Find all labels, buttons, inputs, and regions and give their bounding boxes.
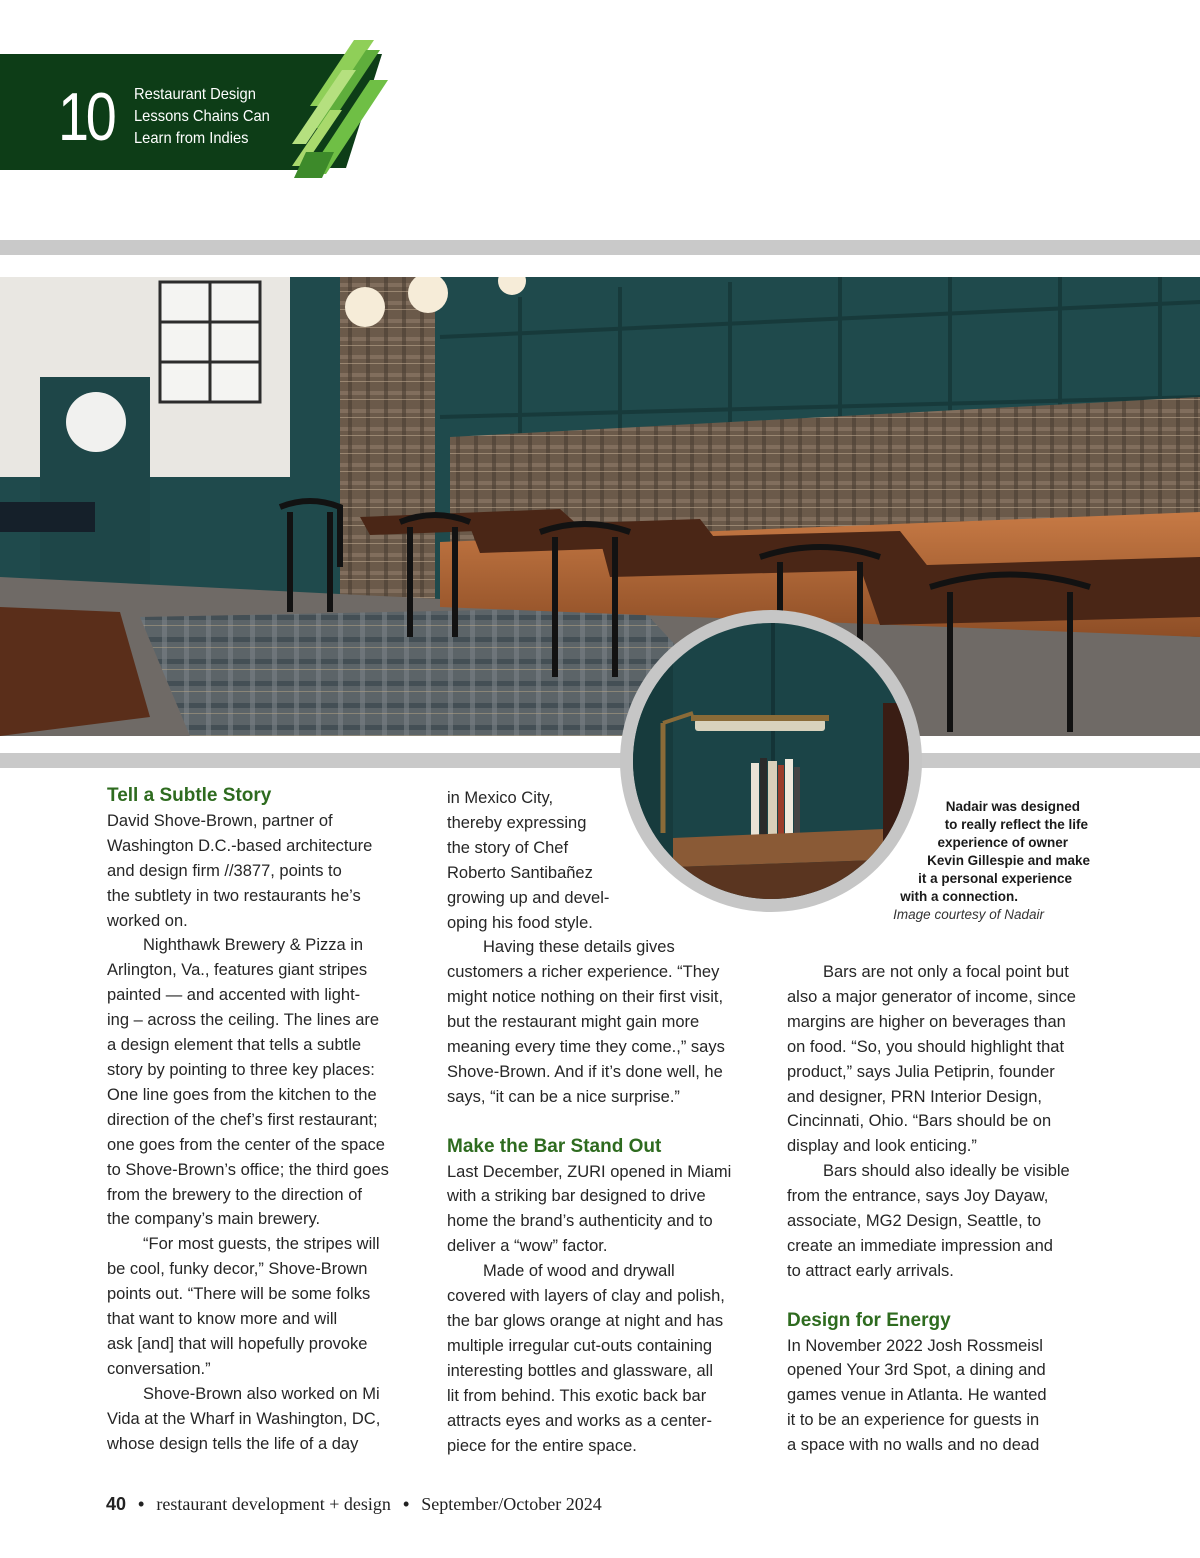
banner-title-line: Lessons Chains Can xyxy=(134,108,270,125)
body-text-line: Having these details gives xyxy=(483,938,675,957)
caption-line: with a connection. xyxy=(900,889,1018,904)
photo-caption xyxy=(860,798,1100,924)
caption-line: it a personal experience xyxy=(918,871,1072,886)
section-heading: Tell a Subtle Story xyxy=(107,785,272,806)
issue-date: September/October 2024 xyxy=(421,1494,602,1514)
body-text-line: ask [and] that will hopefully provoke xyxy=(107,1334,368,1353)
body-text-line: be cool, funky decor,” Shove-Brown xyxy=(107,1260,368,1279)
body-text-line: one goes from the center of the space xyxy=(107,1135,385,1154)
body-text-line: customers a richer experience. “They xyxy=(447,963,720,982)
body-text-line: growing up and devel- xyxy=(447,888,610,907)
body-text-line: ing – across the ceiling. The lines are xyxy=(107,1011,380,1030)
body-text-line: multiple irregular cut-outs containing xyxy=(447,1336,713,1355)
body-text-line: Washington D.C.-based architecture xyxy=(107,836,373,855)
body-text-line: interesting bottles and glassware, all xyxy=(447,1361,713,1380)
body-text-line: it to be an experience for guests in xyxy=(787,1411,1040,1430)
banner-title xyxy=(134,84,290,150)
body-text-line: the subtlety in two restaurants he’s xyxy=(107,886,361,905)
top-divider-rule xyxy=(0,240,1200,255)
body-text-line: a space with no walls and no dead xyxy=(787,1436,1040,1455)
article-column-2 xyxy=(447,786,757,1458)
footer-separator: • xyxy=(402,1494,410,1514)
body-text-line: Nighthawk Brewery & Pizza in xyxy=(143,936,364,955)
page-number: 40 xyxy=(106,1494,127,1514)
body-text-line: oping his food style. xyxy=(447,913,593,932)
body-text-line: but the restaurant might gain more xyxy=(447,1013,700,1032)
banner-title-line: Restaurant Design xyxy=(134,86,256,103)
article-column-1 xyxy=(107,784,417,1456)
body-text-line: painted — and accented with light- xyxy=(107,986,361,1005)
body-text-line: Shove-Brown. And if it’s done well, he xyxy=(447,1062,723,1081)
body-text-line: story by pointing to three key places: xyxy=(107,1060,375,1079)
body-text-line: Made of wood and drywall xyxy=(483,1262,675,1281)
body-text-line: to Shove-Brown’s office; the third goes xyxy=(107,1160,389,1179)
body-text-line: says, “it can be a nice surprise.” xyxy=(447,1087,680,1106)
body-text-line: points out. “There will be some folks xyxy=(107,1285,371,1304)
body-text-line: direction of the chef’s first restaurant; xyxy=(107,1110,378,1129)
page-footer xyxy=(106,1491,602,1517)
section-heading: Design for Energy xyxy=(787,1309,951,1331)
body-text-line: meaning every time they come.,” says xyxy=(447,1038,725,1057)
caption-line: Nadair was designed xyxy=(945,799,1080,814)
body-text-line: Last December, ZURI opened in Miami xyxy=(447,1162,732,1181)
body-text-line: with a striking bar designed to drive xyxy=(447,1187,706,1206)
bottom-divider-rule xyxy=(0,753,1200,768)
section-heading: Make the Bar Stand Out xyxy=(447,1135,662,1157)
body-text-line: whose design tells the life of a day xyxy=(107,1434,359,1453)
body-text-line: on food. “So, you should highlight that xyxy=(787,1037,1065,1056)
body-text-line: Bars are not only a focal point but xyxy=(823,963,1069,981)
footer-separator: • xyxy=(138,1494,145,1514)
body-text-line: a design element that tells a subtle xyxy=(107,1036,362,1055)
body-text-line: worked on. xyxy=(107,911,188,930)
body-text-line: covered with layers of clay and polish, xyxy=(447,1287,725,1306)
body-text-line: also a major generator of income, since xyxy=(787,987,1076,1006)
caption-line: to really reflect the life xyxy=(944,817,1088,832)
body-text-line: from the brewery to the direction of xyxy=(107,1185,362,1204)
caption-line: experience of owner xyxy=(937,835,1068,850)
body-text-line: Vida at the Wharf in Washington, DC, xyxy=(107,1409,381,1428)
publication-name: restaurant development + design xyxy=(156,1494,391,1514)
body-text-line: Cincinnati, Ohio. “Bars should be on xyxy=(787,1112,1052,1131)
body-text-line: associate, MG2 Design, Seattle, to xyxy=(787,1212,1042,1231)
body-text-line: opened Your 3rd Spot, a dining and xyxy=(787,1361,1046,1380)
body-text-line: product,” says Julia Petiprin, founder xyxy=(787,1062,1055,1081)
article-column-3 xyxy=(787,960,1097,1458)
body-text-line: Shove-Brown also worked on Mi xyxy=(143,1384,380,1403)
body-text-line: in Mexico City, xyxy=(447,789,554,807)
body-text-line: deliver a “wow” factor. xyxy=(447,1237,608,1256)
body-text-line: lit from behind. This exotic back bar xyxy=(447,1386,707,1405)
body-text-line: that want to know more and will xyxy=(107,1310,338,1329)
body-text-line: home the brand’s authenticity and to xyxy=(447,1212,713,1231)
body-text-line: the bar glows orange at night and has xyxy=(447,1312,724,1331)
photo-credit: Image courtesy of Nadair xyxy=(893,907,1044,922)
body-text-line: games venue in Atlanta. He wanted xyxy=(787,1386,1047,1405)
body-text-line: Roberto Santibañez xyxy=(447,863,593,882)
body-text-line: from the entrance, says Joy Dayaw, xyxy=(787,1187,1049,1206)
body-text-line: the story of Chef xyxy=(447,838,569,857)
body-text-line: conversation.” xyxy=(107,1359,211,1378)
body-text-line: might notice nothing on their first visit, xyxy=(447,988,724,1007)
body-text-line: and design firm //3877, points to xyxy=(107,861,342,880)
body-text-line: In November 2022 Josh Rossmeisl xyxy=(787,1336,1043,1355)
body-text-line: “For most guests, the stripes will xyxy=(143,1235,380,1254)
body-text-line: and designer, PRN Interior Design, xyxy=(787,1087,1042,1106)
body-text-line: attracts eyes and works as a center- xyxy=(447,1411,713,1430)
body-text-line: David Shove-Brown, partner of xyxy=(107,811,333,830)
body-text-line: One line goes from the kitchen to the xyxy=(107,1085,377,1104)
body-text-line: to attract early arrivals. xyxy=(787,1261,954,1280)
body-text-line: display and look enticing.” xyxy=(787,1137,977,1156)
body-text-line: the company’s main brewery. xyxy=(107,1210,321,1229)
body-text-line: Arlington, Va., features giant stripes xyxy=(107,961,368,980)
caption-line: Kevin Gillespie and make xyxy=(927,853,1090,868)
banner-number: 10 xyxy=(58,79,114,155)
body-text-line: create an immediate impression and xyxy=(787,1236,1053,1255)
body-text-line: margins are higher on beverages than xyxy=(787,1012,1066,1031)
body-text-line: thereby expressing xyxy=(447,813,587,832)
body-text-line: piece for the entire space. xyxy=(447,1436,637,1455)
body-text-line: Bars should also ideally be visible xyxy=(823,1162,1070,1181)
restaurant-interior-photo xyxy=(0,277,1200,736)
banner-title-line: Learn from Indies xyxy=(134,130,249,147)
